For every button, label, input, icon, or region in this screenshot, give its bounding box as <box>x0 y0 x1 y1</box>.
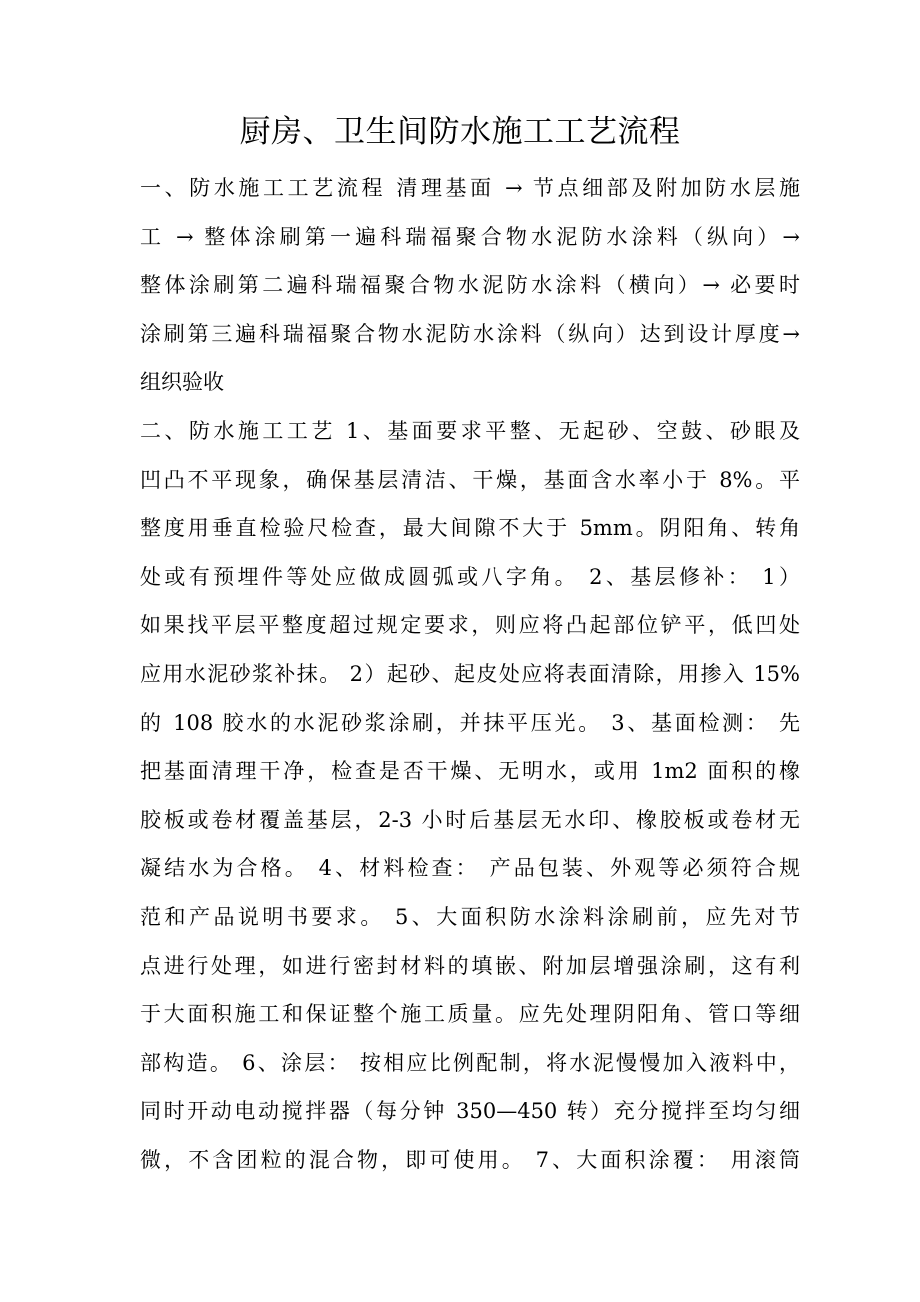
text-line: 胶板或卷材覆盖基层，2-3 小时后基层无水印、橡胶板或卷材无 <box>140 807 800 832</box>
text-line: 同时开动电动搅拌器（每分钟 350—450 转）充分搅拌至均匀细 <box>140 1099 800 1124</box>
document-title: 厨房、卫生间防水施工工艺流程 <box>239 114 681 150</box>
text-line: 把基面清理干净，检查是否干燥、无明水，或用 1m2 面积的橡 <box>140 759 800 784</box>
text-line: 于大面积施工和保证整个施工质量。应先处理阴阳角、管口等细 <box>140 1002 800 1027</box>
text-line: 二、防水施工工艺 1、基面要求平整、无起砂、空鼓、砂眼及 <box>140 418 800 443</box>
text-line: 凝结水为合格。 4、材料检查： 产品包装、外观等必须符合规 <box>140 856 800 881</box>
text-line: 整度用垂直检验尺检查，最大间隙不大于 5mm。阴阳角、转角 <box>140 516 800 541</box>
text-line: 应用水泥砂浆补抹。 2）起砂、起皮处应将表面清除，用掺入 15% <box>140 661 800 686</box>
text-line: 组织验收 <box>140 370 224 395</box>
text-line: 整体涂刷第二遍科瑞福聚合物水泥防水涂料（横向）→ 必要时 <box>140 273 800 298</box>
text-line: 的 108 胶水的水泥砂浆涂刷，并抹平压光。 3、基面检测： 先 <box>140 710 800 735</box>
text-line: 微，不含团粒的混合物，即可使用。 7、大面积涂覆： 用滚筒 <box>140 1147 800 1172</box>
text-line: 点进行处理，如进行密封材料的填嵌、附加层增强涂刷，这有利 <box>140 953 800 978</box>
text-line: 范和产品说明书要求。 5、大面积防水涂料涂刷前，应先对节 <box>140 904 800 929</box>
text-line: 如果找平层平整度超过规定要求，则应将凸起部位铲平，低凹处 <box>140 613 800 638</box>
text-line: 部构造。 6、涂层： 按相应比例配制，将水泥慢慢加入液料中， <box>140 1050 800 1075</box>
text-line: 凹凸不平现象，确保基层清洁、干燥，基面含水率小于 8%。平 <box>140 467 800 492</box>
document-body <box>140 164 800 1184</box>
text-line: 工 → 整体涂刷第一遍科瑞福聚合物水泥防水涂料（纵向）→ <box>140 224 800 249</box>
text-line: 一、防水施工工艺流程 清理基面 → 节点细部及附加防水层施 <box>140 176 800 200</box>
text-line: 涂刷第三遍科瑞福聚合物水泥防水涂料（纵向）达到设计厚度→ <box>140 321 800 346</box>
text-line: 处或有预埋件等处应做成圆弧或八字角。 2、基层修补： 1） <box>140 564 800 589</box>
